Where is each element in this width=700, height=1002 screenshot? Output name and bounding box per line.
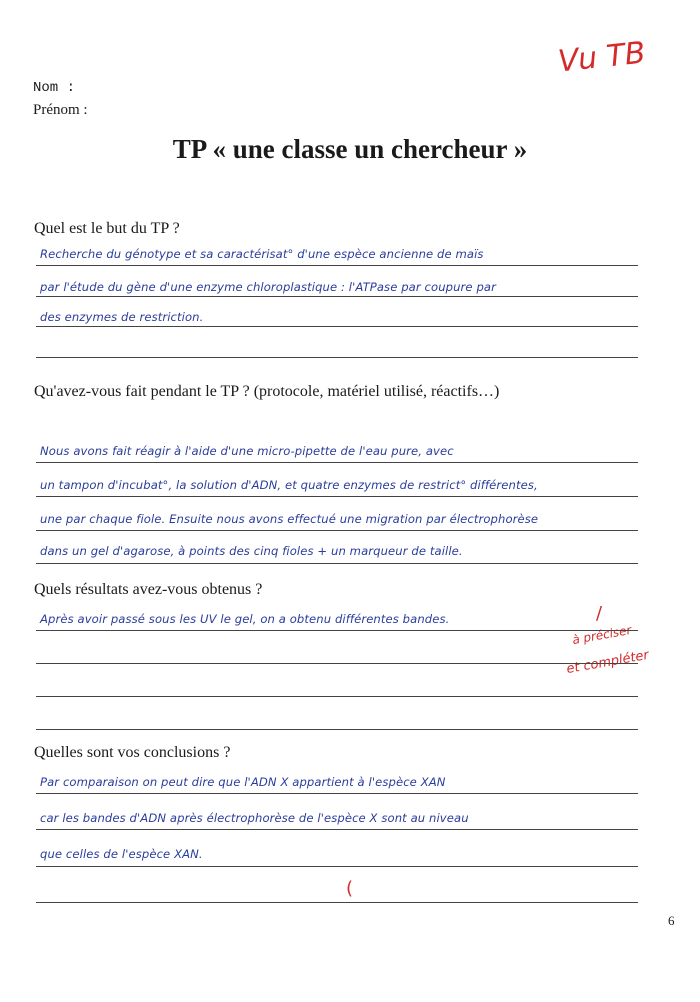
- writing-line: [36, 357, 638, 358]
- writing-line: [36, 793, 638, 794]
- teacher-annotation: Vu TB: [556, 35, 648, 80]
- answer-conclusions-line-1: Par comparaison on peut dire que l'ADN X appartient à l'espèce XAN: [40, 775, 446, 789]
- writing-line: [36, 326, 638, 327]
- margin-annotation-line-1: à préciser: [571, 622, 633, 648]
- answer-goal-line-3: des enzymes de restriction.: [40, 310, 204, 324]
- writing-line: [36, 630, 638, 631]
- page-title: TP « une classe un chercheur »: [172, 134, 528, 164]
- writing-line: [36, 866, 638, 867]
- question-conclusions: Quelles sont vos conclusions ?: [34, 744, 231, 761]
- writing-line: [36, 663, 638, 664]
- answer-procedure-line-2: un tampon d'incubat°, la solution d'ADN, et quatre enzymes de restrict° différentes,: [40, 478, 538, 492]
- margin-mark: /: [596, 603, 603, 624]
- question-procedure: Qu'avez-vous fait pendant le TP ? (protocole, matériel utilisé, réactifs…): [34, 383, 500, 400]
- writing-line: [36, 729, 638, 730]
- writing-line: [36, 530, 638, 531]
- answer-procedure-line-3: une par chaque fiole. Ensuite nous avons effectué une migration par électrophorèse: [40, 512, 539, 526]
- answer-goal-line-2: par l'étude du gène d'une enzyme chloroplastique : l'ATPase par coupure par: [40, 280, 496, 294]
- prenom-label: Prénom :: [33, 102, 88, 118]
- page-number: 6: [668, 913, 675, 928]
- answer-results-line-1: Après avoir passé sous les UV le gel, on a obtenu différentes bandes.: [40, 612, 450, 626]
- answer-procedure-line-1: Nous avons fait réagir à l'aide d'une micro-pipette de l'eau pure, avec: [40, 444, 454, 458]
- writing-line: [36, 462, 638, 463]
- answer-goal-line-1: Recherche du génotype et sa caractérisat° d'une espèce ancienne de maïs: [40, 247, 484, 261]
- writing-line: [36, 696, 638, 697]
- red-mark: (: [346, 878, 354, 899]
- writing-line: [36, 902, 638, 903]
- writing-line: [36, 829, 638, 830]
- answer-conclusions-line-2: car les bandes d'ADN après électrophorèse de l'espèce X sont au niveau: [40, 811, 469, 825]
- question-goal: Quel est le but du TP ?: [34, 220, 180, 237]
- nom-label: Nom :: [33, 80, 76, 96]
- writing-line: [36, 265, 638, 266]
- answer-procedure-line-4: dans un gel d'agarose, à points des cinq fioles + un marqueur de taille.: [40, 544, 463, 558]
- writing-line: [36, 496, 638, 497]
- writing-line: [36, 563, 638, 564]
- answer-conclusions-line-3: que celles de l'espèce XAN.: [40, 847, 203, 861]
- writing-line: [36, 296, 638, 297]
- margin-annotation-line-2: et compléter: [565, 647, 650, 678]
- question-results: Quels résultats avez-vous obtenus ?: [34, 581, 263, 598]
